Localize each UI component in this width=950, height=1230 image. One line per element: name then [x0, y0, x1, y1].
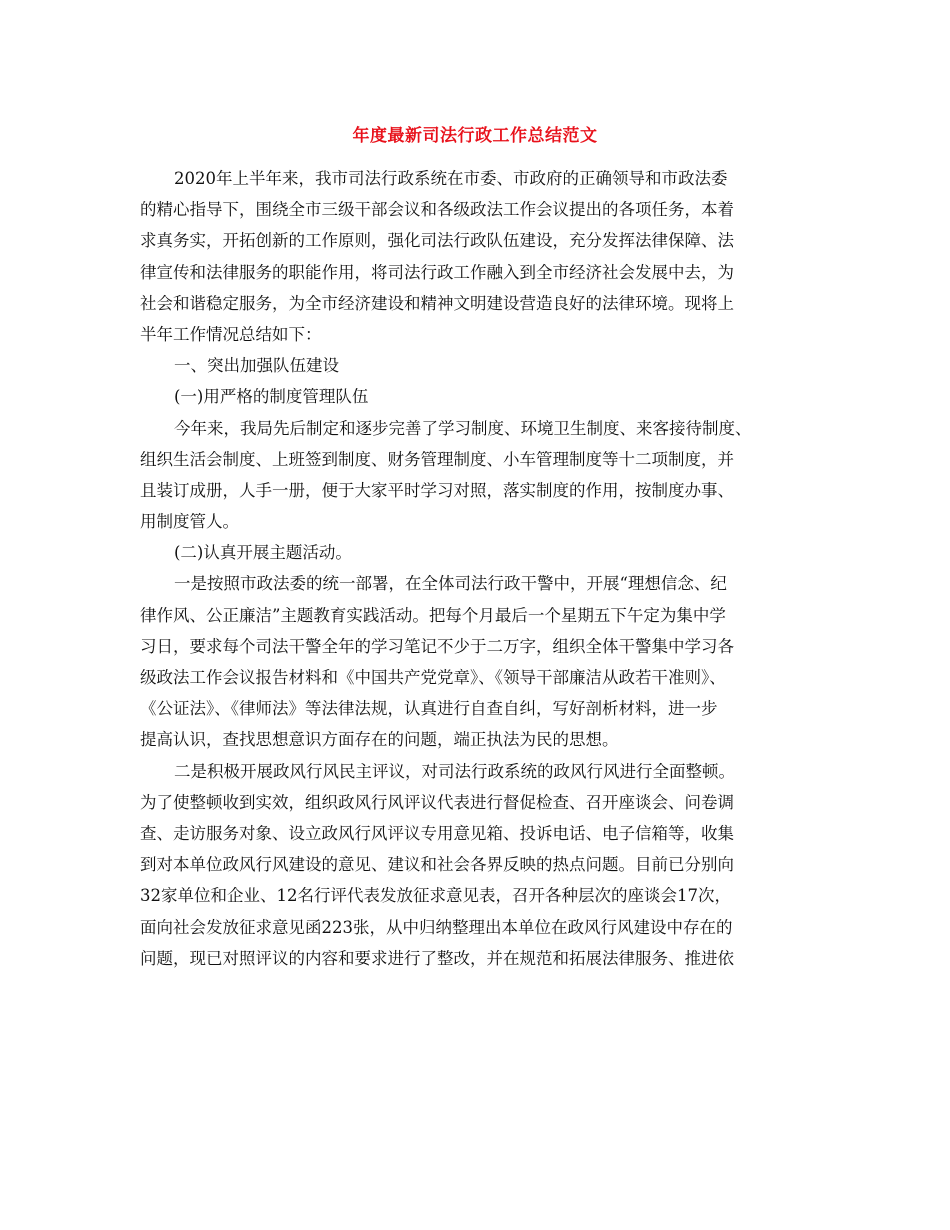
paragraph-line: 组织生活会制度、上班签到制度、财务管理制度、小车管理制度等十二项制度，并	[140, 449, 734, 469]
paragraph-line: 问题，现已对照评议的内容和要求进行了整改，并在规范和拓展法律服务、推进依	[140, 948, 734, 968]
paragraph-line: 半年工作情况总结如下：	[140, 324, 322, 344]
paragraph-line: 面向社会发放征求意见函223张，从中归纳整理出本单位在政风行风建设中存在的	[140, 917, 733, 937]
paragraph-line: 律作风、公正廉洁”主题教育实践活动。把每个月最后一个星期五下午定为集中学	[140, 605, 726, 625]
section-heading: 一、突出加强队伍建设	[174, 356, 339, 376]
paragraph-line: 提高认识，查找思想意识方面存在的问题，端正执法为民的思想。	[140, 730, 619, 750]
paragraph-line: 今年来，我局先后制定和逐步完善了学习制度、环境卫生制度、来客接待制度、	[174, 418, 752, 438]
subsection-heading: (一)用严格的制度管理队伍	[174, 387, 369, 407]
paragraph-line: 的精心指导下，围绕全市三级干部会议和各级政法工作会议提出的各项任务，本着	[140, 200, 734, 220]
document-title: 年度最新司法行政工作总结范文	[352, 126, 598, 146]
paragraph-line: 社会和谐稳定服务，为全市经济建设和精神文明建设营造良好的法律环境。现将上	[140, 293, 734, 313]
paragraph-line: 一是按照市政法委的统一部署，在全体司法行政干警中，开展“理想信念、纪	[174, 574, 727, 594]
paragraph-line: 律宣传和法律服务的职能作用，将司法行政工作融入到全市经济社会发展中去，为	[140, 262, 734, 282]
paragraph-line: 求真务实，开拓创新的工作原则，强化司法行政队伍建设，充分发挥法律保障、法	[140, 231, 734, 251]
paragraph-line: 且装订成册，人手一册，便于大家平时学习对照，落实制度的作用，按制度办事、	[140, 480, 734, 500]
subsection-heading: (二)认真开展主题活动。	[174, 543, 352, 563]
paragraph-line: 级政法工作会议报告材料和《中国共产党党章》、《领导干部廉洁从政若干准则》、	[140, 668, 726, 687]
paragraph-line: 习日，要求每个司法干警全年的学习笔记不少于二万字，组织全体干警集中学习各	[140, 636, 734, 656]
document-body	[140, 163, 820, 974]
paragraph-line: 为了使整顿收到实效，组织政风行风评议代表进行督促检查、召开座谈会、问卷调	[140, 792, 734, 812]
paragraph-line: 2020年上半年来，我市司法行政系统在市委、市政府的正确领导和市政法委	[174, 169, 728, 188]
paragraph-line: 二是积极开展政风行风民主评议，对司法行政系统的政风行风进行全面整顿。	[174, 761, 735, 781]
paragraph-line: 到对本单位政风行风建设的意见、建议和社会各界反映的热点问题。目前已分别向	[140, 855, 734, 875]
paragraph-line: 《公证法》、《律师法》等法律法规，认真进行自查自纠，写好剖析材料，进一步	[140, 699, 718, 719]
paragraph-line: 用制度管人。	[140, 512, 239, 532]
paragraph-line: 查、走访服务对象、设立政风行风评议专用意见箱、投诉电话、电子信箱等，收集	[140, 823, 734, 843]
paragraph-line: 32家单位和企业、12名行评代表发放征求意见表，召开各种层次的座谈会17次，	[140, 886, 731, 906]
